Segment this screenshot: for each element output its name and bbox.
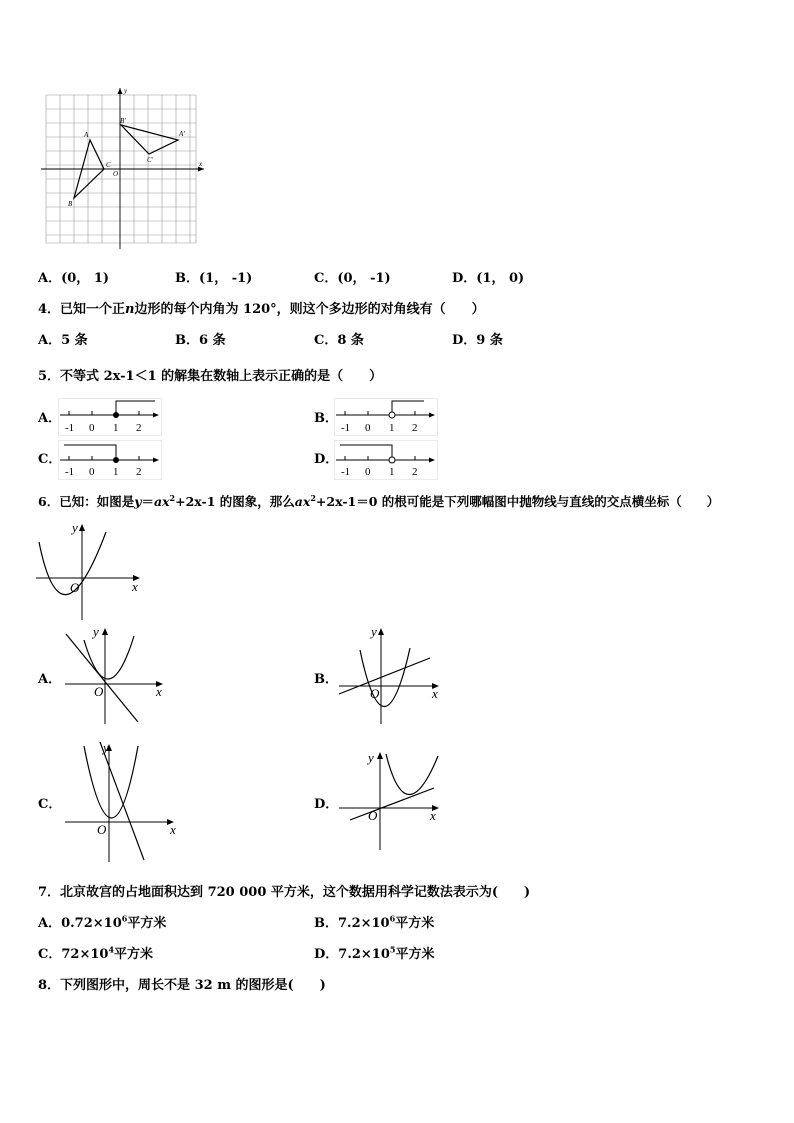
- svg-text:O: O: [94, 684, 104, 699]
- svg-text:y: y: [368, 750, 374, 765]
- q8-stem: 8．下列图形中，周长不是 32 m 的图形是( ): [38, 978, 326, 993]
- q4-stem: 4．已知一个正n边形的每个内角为 120°，则这个多边形的对角线有（ ）: [38, 302, 485, 317]
- q6-graph-b: [334, 624, 444, 726]
- q5-option-a-letter: A．: [38, 411, 62, 426]
- svg-text:y: y: [103, 740, 109, 755]
- q5-option-c-letter: C．: [38, 452, 62, 467]
- svg-text:0: 0: [89, 466, 95, 478]
- svg-text:O: O: [368, 808, 378, 823]
- q4-option-d: D．9 条: [452, 333, 503, 348]
- svg-text:-1: -1: [65, 466, 75, 478]
- svg-text:-1: -1: [341, 422, 351, 434]
- q6-graph-d: [334, 748, 444, 852]
- svg-text:2: 2: [136, 466, 142, 478]
- svg-text:x: x: [432, 686, 438, 701]
- q3-option-a: A．(0， 1): [38, 271, 110, 286]
- q6-option-c-letter: C．: [38, 797, 62, 812]
- svg-text:2: 2: [412, 466, 418, 478]
- svg-text:O: O: [370, 686, 380, 701]
- svg-text:y: y: [72, 520, 78, 535]
- q5-number-line-d: [334, 440, 438, 480]
- q5-option-d-letter: D．: [314, 452, 339, 467]
- svg-text:x: x: [156, 684, 162, 699]
- q4-option-a: A．5 条: [38, 333, 88, 348]
- q5-number-line-a: [58, 398, 162, 436]
- svg-text:0: 0: [89, 422, 95, 434]
- label-y: y: [124, 87, 128, 95]
- label-x: x: [199, 160, 203, 168]
- svg-text:x: x: [170, 822, 176, 837]
- q3-option-c: C．(0， -1): [314, 271, 391, 286]
- q3-option-b: B．(1， -1): [175, 271, 253, 286]
- triangle-abc-prime: [121, 125, 178, 154]
- q6-option-a-letter: A．: [38, 672, 62, 687]
- svg-text:0: 0: [365, 422, 371, 434]
- svg-text:-1: -1: [65, 422, 75, 434]
- svg-text:0: 0: [365, 466, 371, 478]
- q7-option-d: D．$7.2\times 10^5$平方米: [314, 944, 435, 962]
- q7-stem: 7．北京故宫的占地面积达到 720 000 平方米，这个数据用科学记数法表示为( ): [38, 885, 531, 900]
- q6-graph-c: [62, 740, 184, 864]
- q4-option-b: B．6 条: [175, 333, 226, 348]
- label-c-prime: C': [147, 156, 154, 164]
- q5-number-line-b: [334, 398, 438, 436]
- svg-text:2: 2: [136, 422, 142, 434]
- svg-text:x: x: [430, 808, 436, 823]
- grid-figure: [36, 85, 211, 253]
- label-c: C: [106, 161, 111, 169]
- q6-reference-graph: [34, 520, 146, 624]
- svg-text:1: 1: [389, 466, 395, 478]
- svg-text:y: y: [371, 624, 377, 639]
- svg-text:2: 2: [412, 422, 418, 434]
- svg-text:x: x: [132, 579, 138, 594]
- q5-option-b-letter: B．: [314, 411, 338, 426]
- q7-option-c: C．$72\times 10^4$平方米: [38, 944, 154, 962]
- q7-option-a: A．$0.72\times 10^6$平方米: [38, 913, 167, 931]
- svg-text:1: 1: [113, 466, 119, 478]
- svg-text:1: 1: [389, 422, 395, 434]
- label-o: O: [113, 170, 119, 178]
- label-a-prime: A': [179, 130, 185, 138]
- svg-text:1: 1: [113, 422, 119, 434]
- q6-graph-a: [60, 624, 170, 726]
- label-b: B: [68, 200, 73, 208]
- svg-text:O: O: [97, 822, 107, 837]
- q3-option-d: D．(1， 0): [452, 271, 525, 286]
- q6-option-d-letter: D．: [314, 797, 339, 812]
- label-b-prime: B': [120, 117, 126, 125]
- q6-option-b-letter: B．: [314, 672, 338, 687]
- q5-number-line-c: [58, 440, 162, 480]
- q4-option-c: C．8 条: [314, 333, 364, 348]
- q7-option-b: B．$7.2\times 10^6$平方米: [314, 913, 435, 931]
- label-a: A: [84, 131, 89, 139]
- q6-stem: 6．已知：如图是$y=ax^2+2x-1$ 的图象，那么$ax^2+2x-1=0$ 的根可能是下列哪幅图中抛物线与直线的交点横坐标（ ）: [38, 492, 720, 509]
- svg-text:y: y: [93, 624, 99, 639]
- svg-text:-1: -1: [341, 466, 351, 478]
- svg-text:O: O: [70, 580, 80, 595]
- q5-stem: 5．不等式 2x-1＜1 的解集在数轴上表示正确的是（ ）: [38, 369, 383, 384]
